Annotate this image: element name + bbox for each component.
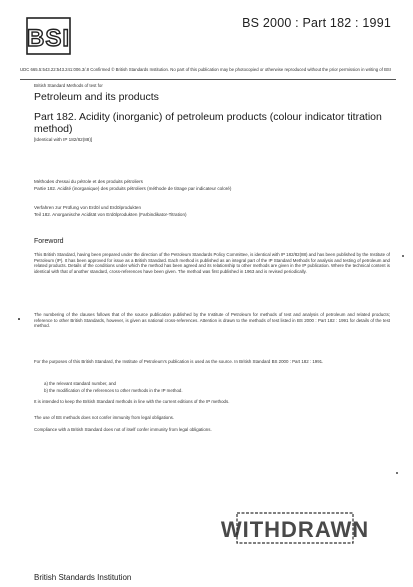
legal-notice: UDC 665.5:543.22:543.241:006.3/.8 Confirmed © British Standards Institution. No part of this publication may be photocopied or otherwise reproduced without the prior permission in writing of BSI: [20, 67, 391, 72]
french-title: [34, 179, 394, 192]
scan-speck: [402, 255, 404, 257]
foreword-paragraph-4: It is intended to keep the British Standard methods in line with the current editions of the IP methods.: [34, 399, 230, 404]
german-title-line-1: Verfahren zur Prüfung von Erdöl und Erdölprodukten: [34, 205, 141, 210]
german-title: [34, 205, 394, 218]
foreword-item-a: a) the relevant standard number, and: [44, 381, 117, 386]
main-title: Petroleum and its products: [34, 91, 159, 103]
identical-with-note: [Identical with IP 182/82(88)]: [34, 137, 93, 142]
german-title-line-2: Teil 182. Anorganische Acidität von Erdölprodukten (Farbindikator-Titration): [34, 211, 187, 217]
foreword-item-b: b) the modification of the references to other methods in the IP method.: [44, 388, 183, 393]
foreword-paragraph-5: The use of BS methods does not confer immunity from legal obligations.: [34, 415, 175, 420]
standard-number: BS 2000 : Part 182 : 1991: [242, 16, 391, 30]
foreword-paragraph-6: Compliance with a British Standard does not of itself confer immunity from legal obligations.: [34, 427, 212, 432]
foreword-paragraph-2: The numbering of the clauses follows that of the source publication published by the Institute of Petroleum for methods of test and analysis of petroleum and related products; reference to other British Standards, however, is given as national cross-references. Attention is drawn to the methods of test listed in BS 2000 : Part 182 : 1991 for details of the test method.: [34, 312, 390, 329]
part-title: Part 182. Acidity (inorganic) of petroleum products (colour indicator titration method): [34, 111, 382, 135]
scan-speck: [396, 472, 398, 474]
withdrawn-stamp: [220, 510, 370, 546]
french-title-line-2: Partie 182. Acidité (inorganique) des produits pétroliers (méthode de titrage par indicateur coloré): [34, 185, 232, 191]
publisher-name: British Standards Institution: [34, 573, 132, 582]
french-title-line-1: Méthodes d'essai du pétrole et des produits pétroliers: [34, 179, 143, 184]
scan-speck: [18, 318, 20, 320]
bsi-logo: [26, 16, 71, 56]
foreword-paragraph-3: For the purposes of this British Standard, the Institute of Petroleum's publication is used as the source. In British Standard BS 2000 : Part 182 : 1991.: [34, 359, 324, 364]
header-rule: [20, 79, 396, 80]
foreword-paragraph-1: This British Standard, having been prepared under the direction of the Petroleum Standards Policy Committee, is identical with IP 182/82(88) and has been published by the Institute of Petroleum (IP). It has been approved for issue as a British Standard. Each method is published as an integral part of the IP Standard Methods for analysis and testing of petroleum and related products. Details of the conditions under which the method has been agreed and its relationship to other methods are given in the IP publication. Where the technical content is identical with that of another standard, cross-references have been given. The method was first published in 1963 and is revised periodically.: [34, 252, 390, 274]
foreword-heading: Foreword: [34, 238, 64, 245]
svg-text:BSI: BSI: [26, 25, 71, 52]
stamp-text: WITHDRAWN: [220, 517, 370, 542]
series-line: British Standard Methods of test for: [34, 83, 103, 88]
